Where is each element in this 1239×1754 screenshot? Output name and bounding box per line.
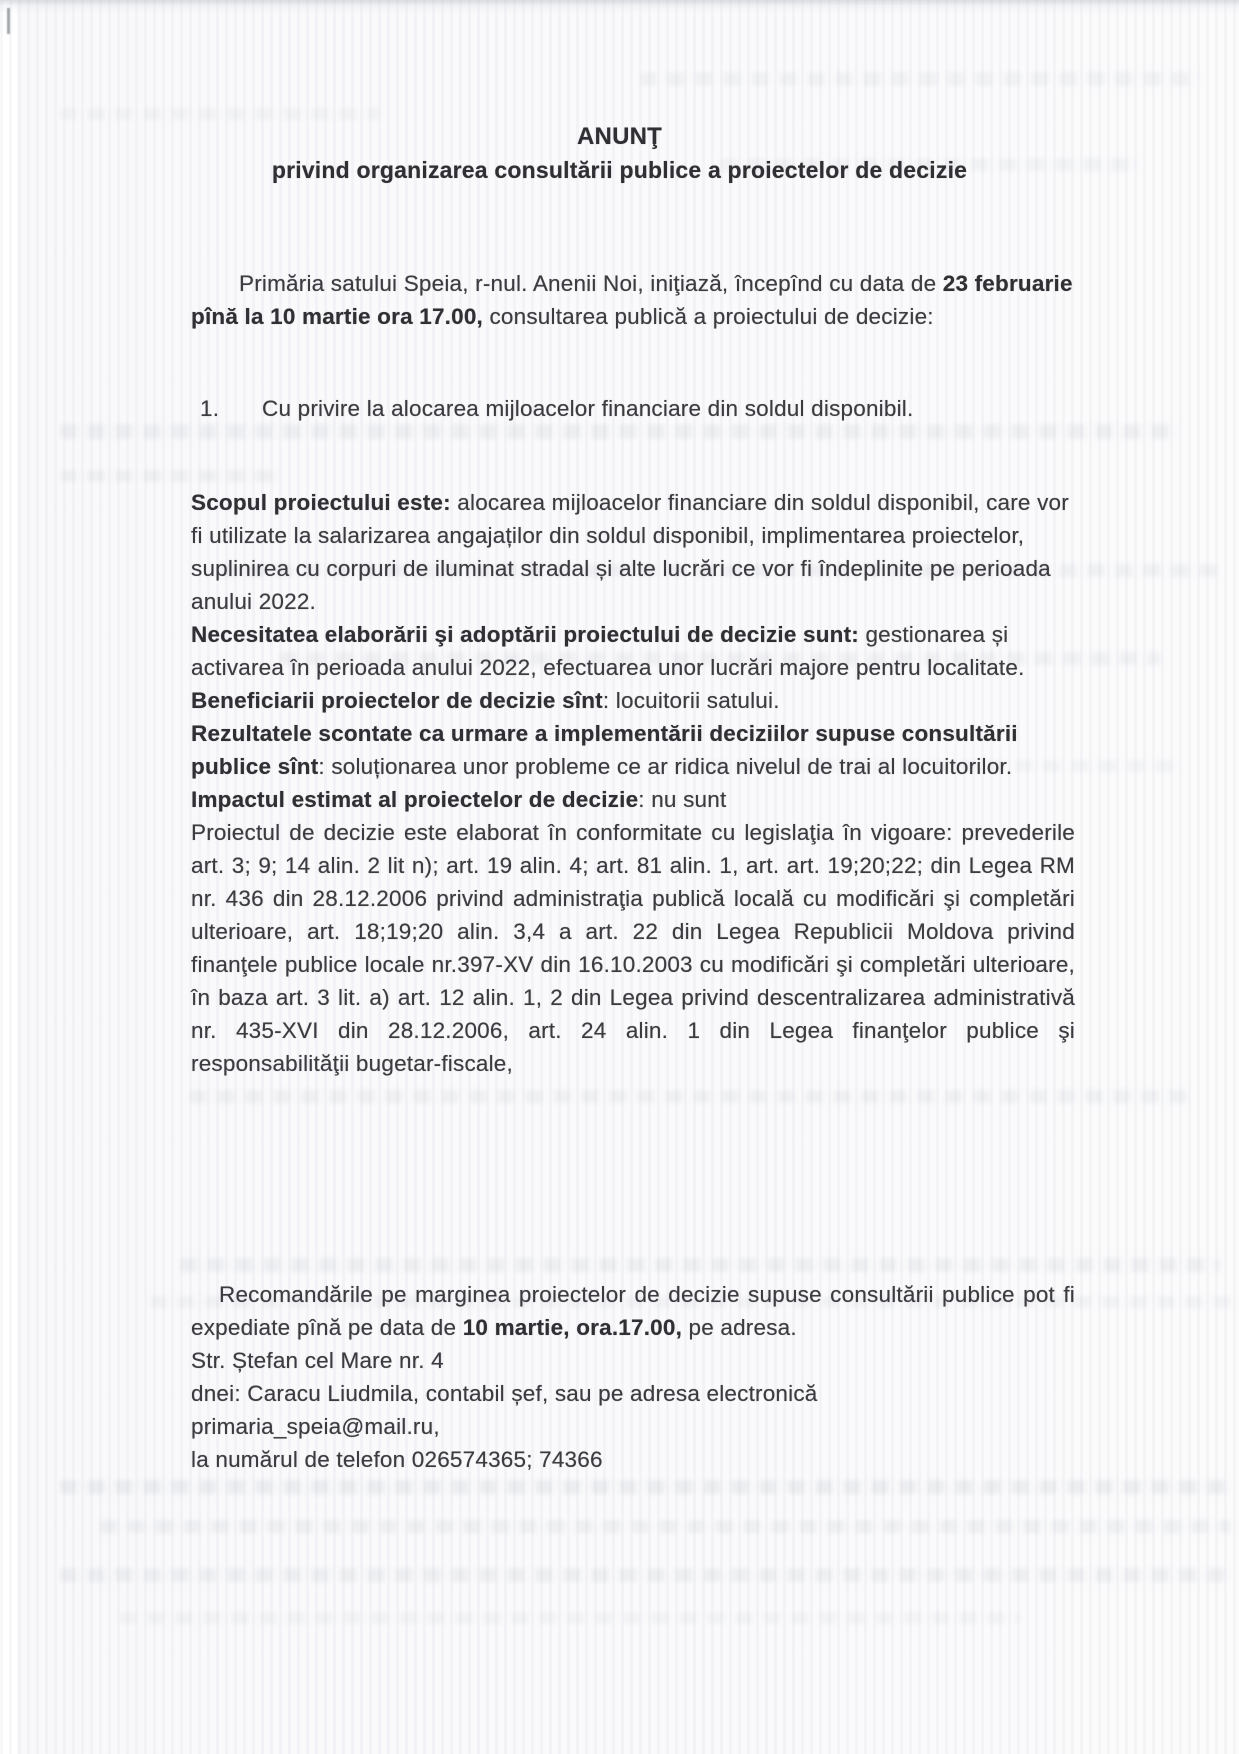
scan-artifact — [7, 8, 10, 34]
legal-paragraph: Proiectul de decizie este elaborat în conformitate cu legislaţia în vigoare: prevederile art. 3; 9; 14 alin. 2 lit n); art. 19 alin. 4; art. 81 alin. 1, art. art. 19;20;22; din Legea RM nr. 436 din 28.12.2006 privind administraţia publică locală cu modificări şi completări ulterioare, art. 18;19;20 alin. 3,4 a art. 22 din Legea Republicii Moldova privind finanţele publice locale nr.397-XV din 16.10.2003 cu modificări şi completări ulterioare, în baza art. 3 lit. a) art. 12 alin. 1, 2 din Legea privind descentralizarea administrativă nr. 435-XVI din 28.12.2006, art. 24 alin. 1 din Legea finanţelor publice şi responsabilităţii bugetar-fiscale, — [191, 820, 1075, 1076]
list-item-number: 1. — [200, 396, 220, 421]
section-necessity — [191, 618, 1075, 684]
section-impact — [191, 783, 1075, 816]
page-subtitle: privind organizarea consultării publice a proiectelor de decizie — [271, 157, 968, 183]
scan-artifact — [640, 72, 1200, 86]
scan-artifact — [60, 470, 280, 482]
address-line: Str. Ștefan cel Mare nr. 4 — [191, 1348, 444, 1373]
intro-text-1: Primăria satului Speia, r-nul. Anenii Noi, iniţiază, începînd cu data de — [239, 270, 943, 296]
section-scope-label: Scopul proiectului este: — [191, 490, 451, 515]
section-results-label: Rezultatele scontate ca urmare a implementării deciziilor supuse consultării publice sînt — [191, 721, 1018, 779]
page-title: ANUNŢ — [577, 123, 662, 150]
scan-artifact — [120, 1612, 1020, 1624]
section-beneficiaries — [191, 684, 1075, 717]
recommendations-deadline: 10 martie, ora.17.00, — [462, 1315, 683, 1340]
section-beneficiaries-text: : locuitorii satului. — [602, 688, 780, 713]
recommendations-text-2: pe adresa. — [682, 1315, 797, 1340]
scan-artifact — [60, 424, 1180, 439]
list-item-text: Cu privire la alocarea mijloacelor financiare din soldul disponibil. — [262, 396, 914, 421]
intro-paragraph — [191, 267, 1075, 333]
document-header — [0, 122, 1239, 188]
section-results — [191, 717, 1075, 783]
section-necessity-label: Necesitatea elaborării şi adoptării proiectului de decizie sunt: — [191, 622, 859, 647]
scan-artifact — [60, 1568, 1230, 1582]
section-necessity-text: gestionarea și activarea în perioada anului 2022, efectuarea unor lucrări majore pentru localitate. — [191, 622, 1025, 680]
section-results-text: : soluționarea unor probleme ce ar ridica nivelul de trai al locuitorilor. — [318, 754, 1013, 779]
recommendations-block — [191, 1278, 1075, 1476]
recommendations-paragraph — [191, 1278, 1075, 1344]
scan-artifact — [100, 1520, 1230, 1533]
intro-text-2: consultarea publică a proiectului de decizie: — [483, 303, 934, 329]
scan-artifact — [60, 108, 380, 120]
intro-date-range: 23 februarie pînă la 10 martie ora 17.00, — [191, 270, 1073, 329]
section-beneficiaries-label: Beneficiarii proiectelor de decizie sînt — [191, 688, 603, 713]
scan-artifact — [190, 1090, 1190, 1103]
email-line: primaria_speia@mail.ru, — [191, 1414, 440, 1439]
scan-artifact — [60, 1480, 1230, 1494]
list-item-1 — [200, 392, 1075, 425]
section-impact-text: : nu sunt — [638, 787, 727, 812]
recommendations-text-1: Recomandările pe marginea proiectelor de decizie supuse consultării publice pot fi expediate pînă pe data de — [191, 1282, 1075, 1340]
sections-block — [191, 486, 1075, 1080]
scan-artifact — [180, 1258, 1220, 1272]
section-scope-text: alocarea mijloacelor financiare din soldul disponibil, care vor fi utilizate la salarizarea angajaților din soldul disponibil, implimentarea proiectelor, suplinirea cu corpuri de iluminat stradal și alte lucrări ce vor fi îndeplinite pe perioada anului 2022. — [191, 490, 1069, 614]
phone-line: la numărul de telefon 026574365; 74366 — [191, 1447, 603, 1472]
section-impact-label: Impactul estimat al proiectelor de decizie — [191, 787, 639, 812]
section-scope — [191, 486, 1075, 618]
contact-person-line: dnei: Caracu Liudmila, contabil șef, sau pe adresa electronică — [191, 1381, 818, 1406]
